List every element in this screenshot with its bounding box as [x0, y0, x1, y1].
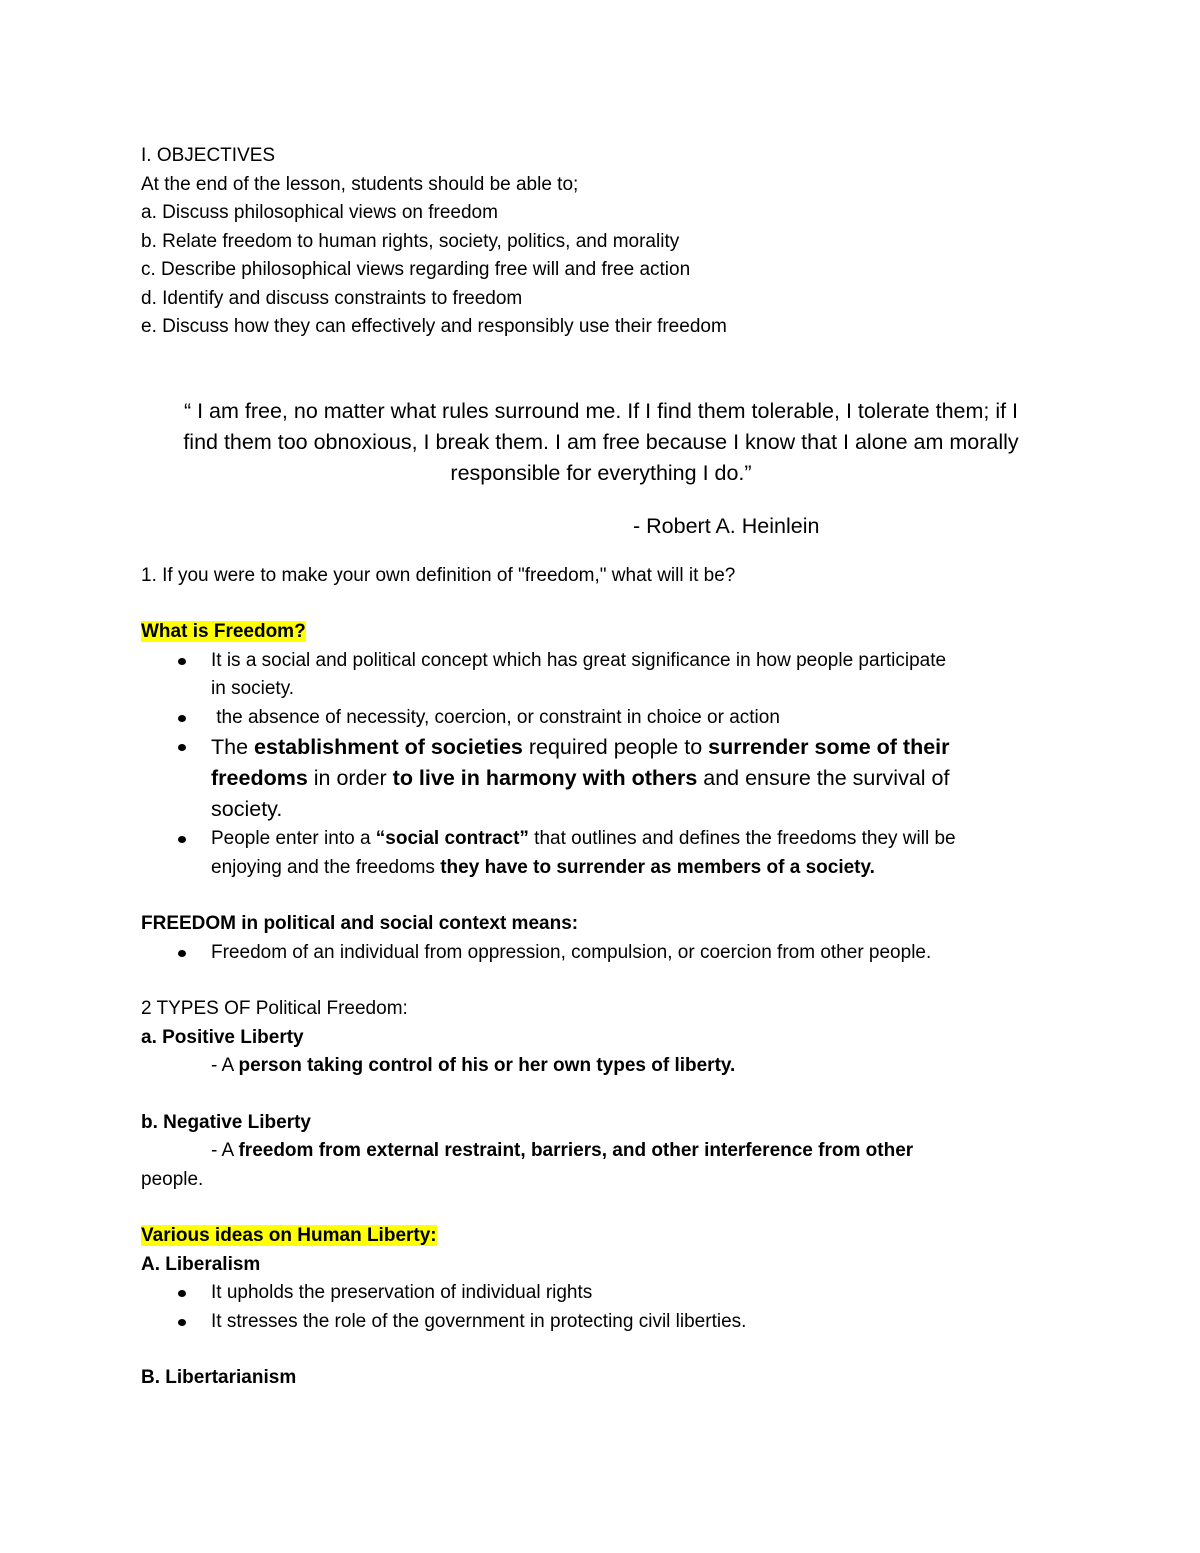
positive-liberty-desc: [141, 1052, 1061, 1081]
quote-line: “ I am free, no matter what rules surround me. If I find them tolerable, I tolerate them; if I: [183, 398, 1019, 423]
objective-item: c. Describe philosophical views regarding free will and free action: [141, 259, 691, 280]
types-heading: 2 TYPES OF Political Freedom:: [141, 998, 408, 1019]
text-run: required people to: [522, 735, 709, 759]
liberalism-title: A. Liberalism: [141, 1253, 261, 1275]
bold-run: surrender some of their: [708, 735, 950, 759]
document-page: [141, 142, 1061, 1393]
text-run: in order: [307, 766, 393, 790]
what-is-freedom-section: [141, 618, 1061, 882]
liberalism-bullet-list: [141, 1279, 1061, 1336]
bullet-icon: [178, 744, 186, 751]
bullet-text: It stresses the role of the government in protecting civil liberties.: [211, 1310, 747, 1332]
what-is-freedom-heading: What is Freedom?: [141, 621, 306, 642]
bullet-text: [211, 763, 1061, 794]
objective-item: d. Identify and discuss constraints to freedom: [141, 287, 523, 309]
objective-item: e. Discuss how they can effectively and responsibly use their freedom: [141, 316, 727, 337]
objectives-intro: At the end of the lesson, students should be able to;: [141, 173, 579, 195]
objectives-section: [141, 142, 1061, 342]
bold-run: freedoms: [211, 766, 308, 790]
freedom-bullet-list: [141, 647, 1061, 883]
quote-line: responsible for everything I do.”: [450, 460, 752, 485]
question-one: 1. If you were to make your own definition of "freedom," what will it be?: [141, 564, 736, 586]
list-item: [211, 647, 1061, 704]
bullet-icon: [178, 836, 186, 843]
text-run: The: [211, 735, 255, 759]
list-item: [211, 825, 1061, 882]
libertarianism-title: B. Libertarianism: [141, 1367, 297, 1388]
bullet-text: [211, 854, 1061, 883]
bullet-icon: [178, 1290, 186, 1297]
list-item: [211, 1308, 1061, 1337]
political-bullet-list: [141, 939, 1061, 968]
negative-liberty-desc: [141, 1137, 1061, 1166]
text-run: enjoying and the freedoms: [211, 856, 441, 878]
text-run: - A: [211, 1140, 239, 1161]
bold-run: freedom from external restraint, barriers, and other interference from other: [238, 1140, 914, 1161]
positive-liberty-title: a. Positive Liberty: [141, 1026, 304, 1048]
bullet-text: [211, 825, 1061, 854]
bullet-icon: [178, 658, 186, 665]
bullet-icon: [178, 950, 186, 957]
political-context-heading: FREEDOM in political and social context means:: [141, 913, 579, 934]
bullet-icon: [178, 1319, 186, 1326]
bullet-icon: [178, 715, 186, 722]
bullet-text: society.: [211, 797, 283, 821]
objectives-heading: I. OBJECTIVES: [141, 145, 276, 166]
list-item: [211, 704, 1061, 733]
list-item: [211, 1279, 1061, 1308]
text-run: and ensure the survival of: [697, 766, 950, 790]
quote-line: find them too obnoxious, I break them. I am free because I know that I alone am morally: [183, 429, 1019, 454]
bullet-text: It is a social and political concept which has great significance in how people participate: [211, 649, 947, 671]
types-section: [141, 995, 1061, 1194]
negative-liberty-title: b. Negative Liberty: [141, 1111, 311, 1133]
human-liberty-heading: Various ideas on Human Liberty:: [141, 1225, 437, 1246]
political-context-section: [141, 910, 1061, 967]
list-item: [211, 939, 1061, 968]
bullet-text: the absence of necessity, coercion, or constraint in choice or action: [211, 706, 780, 728]
list-item: [211, 732, 1061, 825]
objective-item: a. Discuss philosophical views on freedom: [141, 202, 498, 223]
bullet-text: It upholds the preservation of individual rights: [211, 1282, 593, 1303]
bold-run: person taking control of his or her own types of liberty.: [238, 1055, 736, 1076]
text-run: that outlines and defines the freedoms they will be: [528, 828, 956, 849]
quote-block: [141, 396, 1061, 542]
text-run: People enter into a: [211, 828, 376, 849]
bold-run: establishment of societies: [254, 735, 523, 759]
human-liberty-section: [141, 1222, 1061, 1393]
bullet-text: Freedom of an individual from oppression, compulsion, or coercion from other people.: [211, 941, 932, 963]
bold-run: to live in harmony with others: [392, 766, 698, 790]
objective-item: b. Relate freedom to human rights, society, politics, and morality: [141, 230, 680, 252]
negative-liberty-cont: people.: [141, 1168, 204, 1190]
bold-run: they have to surrender as members of a society.: [440, 856, 875, 878]
quote-attribution: - Robert A. Heinlein: [633, 513, 820, 538]
text-run: - A: [211, 1055, 239, 1076]
bullet-text: [211, 732, 1061, 763]
bullet-text: in society.: [211, 678, 295, 699]
bold-run: “social contract”: [375, 828, 529, 849]
